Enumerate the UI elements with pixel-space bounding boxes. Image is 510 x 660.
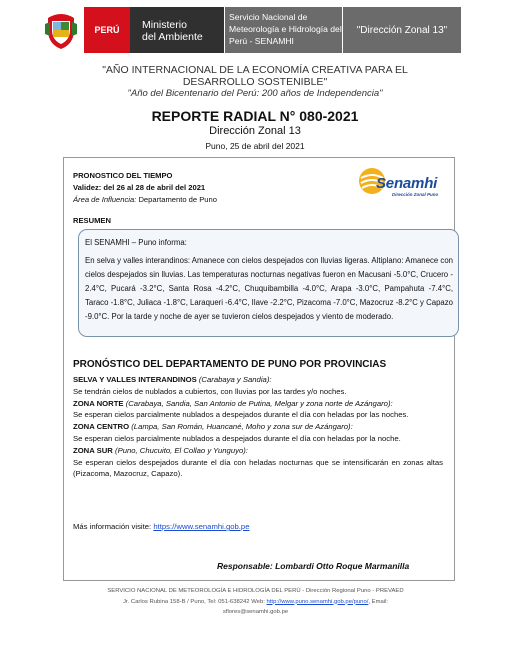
report-subtitle: Dirección Zonal 13 [209,125,301,137]
norte-places: (Carabaya, Sandia, San Antonio de Putina, Melgar y zona norte de Azángaro): [125,398,393,408]
footer-line-1: SERVICIO NACIONAL DE METEOROLOGÍA E HIDROLOGÍA DEL PERÚ - Dirección Regional Puno - PREVAED [107,588,404,594]
more-info-label: Más información visite: [73,522,152,531]
ministry-line-2: del Ambiente [142,31,203,43]
footer-address: Jr. Carlos Rubina 158-B / Puno, Tel: 051-638242 Web: [122,598,265,605]
institutional-header [38,7,471,53]
validity [73,183,205,193]
logo-name: Senamhi [376,175,438,192]
more-info [73,522,249,531]
selva-zone [73,374,443,386]
area-label: Área de Influencia: [73,195,137,204]
footer-email: sflores@senamhi.gob.pe [222,609,289,615]
senamhi-line-1: Servicio Nacional de [229,12,308,22]
zone-label: "Dirección Zonal 13" [342,7,461,53]
senamhi-website-link[interactable]: https://www.senamhi.gob.pe [153,522,250,531]
forecast-heading: PRONOSTICO DEL TIEMPO [73,171,173,180]
norte-zone [73,398,443,410]
responsible-signature: Responsable: Lombardi Otto Roque Marmanilla [217,561,410,571]
bicentennial-slogan: "Año del Bicentenario del Perú: 200 años de Independencia" [127,88,383,99]
centro-places: (Lampa, San Román, Huancané, Moho y zona sur de Azángaro): [131,422,353,432]
validity-value: del 26 al 28 de abril del 2021 [103,183,206,192]
sur-zone [73,445,443,457]
norte-label: ZONA NORTE [73,398,124,408]
footer-web-link[interactable]: http://www.puno.senamhi.gob.pe/puno/ [266,598,369,605]
provinces-title: PRONÓSTICO DEL DEPARTAMENTO DE PUNO POR PROVINCIAS [73,359,387,370]
report-date: Puno, 25 de abril del 2021 [205,141,305,151]
summary-label: RESUMEN [73,216,111,225]
sur-text: Se esperan cielos despejados durante el día con heladas nocturnas que se intensificarán en zonas altas (Pizacoma, Mazocruz, Capazo). [73,457,443,479]
national-crest-icon [38,7,84,53]
centro-text: Se esperan cielos parcialmente nublados a despejados durante el día con heladas por la noche. [73,433,401,443]
summary-body: En selva y valles interandinos: Amanece con cielos despejados con lluvias ligeras. Altiplano: Amanece con cielos despejados sin lluvias. Las temperaturas nocturnas negativas fueron en Macusani -5.0°C, Crucero - 2.4°C, Pucará -3.2°C, Santa Rosa -4.2°C, Chuquibambilla -4.0°C, Arapa -3.0°C, Pampahuta -7.4°C, Taraco -1.8°C, Juliaca -1.8°C, Laraqueri -6.4°C, Ilave -2.2°C, Pizacoma -7.0°C, Mazocruz -8.2°C y Capazo -9.0°C. Por la tarde y noche de ayer se tuvieron cielos despejados y viento de moderado. [85,256,453,321]
year-slogan-line-1: "AÑO INTERNACIONAL DE LA ECONOMÍA CREATIVA PARA EL [102,64,408,76]
logo-subtitle: Dirección Zonal Puno [392,192,439,197]
sur-places: (Puno, Chucuito, El Collao y Yunguyo): [115,445,248,455]
area-value: Departamento de Puno [138,195,217,204]
selva-places: (Carabaya y Sandia): [198,375,272,384]
province-forecasts [73,374,443,480]
senamhi-header-label [224,7,342,53]
selva-text: Se tendrán cielos de nublados a cubiertos, con lluvias por las tardes y/o noches. [73,386,347,396]
footer-line-2 [88,597,423,608]
peru-label: PERÚ [84,7,130,53]
summary-head: El SENAMHI – Puno informa: [85,238,187,247]
validity-label: Validez: [73,183,102,192]
report-title: REPORTE RADIAL N° 080-2021 [151,108,359,124]
year-slogan [0,64,510,88]
summary-box [78,229,459,337]
senamhi-line-2: Meteorología e Hidrología del [229,24,342,34]
centro-zone [73,421,443,433]
year-slogan-line-2: DESARROLLO SOSTENIBLE" [182,76,328,88]
centro-label: ZONA CENTRO [73,422,130,432]
norte-text: Se esperan cielos parcialmente nublados a despejados durante el día con heladas por las noches. [73,410,409,420]
ministry-label [130,7,224,53]
ministry-line-1: Ministerio [142,19,187,31]
influence-area [73,195,217,205]
page-footer [88,586,423,618]
sur-label: ZONA SUR [73,445,113,455]
selva-label: SELVA Y VALLES INTERANDINOS [73,375,197,384]
senamhi-logo [358,166,442,202]
senamhi-line-3: Perú - SENAMHI [229,36,294,46]
footer-email-label: , Email: [368,598,389,605]
